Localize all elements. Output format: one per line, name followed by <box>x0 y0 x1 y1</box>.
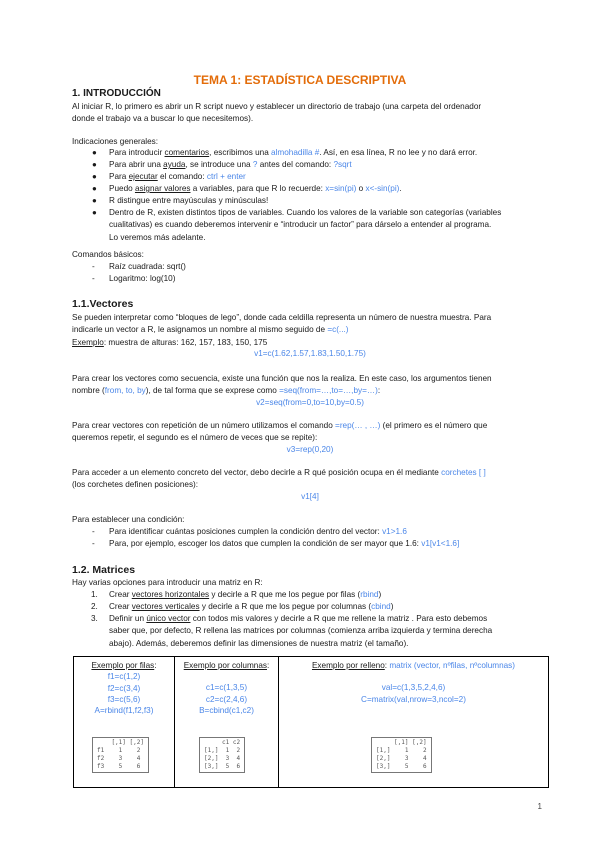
bullet-asignar: Puedo asignar valores a variables, para que R lo recuerde: x=sin(pi) o x<-sin(pi). <box>109 184 402 193</box>
code-v1-index: v1[4] <box>301 492 319 501</box>
example-rbind-cell: Exemplo por filas: f1=c(1,2) f2=c(3,4) f3=c(5,6) A=rbind(f1,f2,f3) [,1] [,2] f1 1 2 f2 3 4 f3 5 6 <box>74 657 175 788</box>
example-matrix-cell: Exemplo por relleno: matrix (vector, nºfilas, nºcolumnas) val=c(1,3,5,2,4,6) C=matrix(val,nrow=3,ncol=2) [,1] [,2] [1,] 1 2 [2,] 3 4 [3,] 5 6 <box>279 657 549 788</box>
vectores-paragraph-4: Para acceder a un elemento concreto del vector, debo decirle a R qué posición ocupa en él mediante corchetes [ ] (los corchetes definen posiciones): <box>72 468 486 490</box>
bullet-icon: ● <box>92 148 97 157</box>
matrix-output-a: [,1] [,2] f1 1 2 f2 3 4 f3 5 6 <box>92 737 149 773</box>
document-title: TEMA 1: ESTADÍSTICA DESCRIPTIVA <box>193 73 407 87</box>
bullet-icon: ● <box>92 184 97 193</box>
bullet-icon: ● <box>92 172 97 181</box>
condition-item-1: Para identificar cuántas posiciones cumplen la condición dentro del vector: v1>1.6 <box>109 527 407 536</box>
section-heading-vectores: 1.1.Vectores <box>72 298 134 310</box>
list-number: 1. <box>91 590 98 599</box>
bullet-icon: ● <box>92 208 97 217</box>
vectores-paragraph-2: Para crear los vectores como secuencia, existe una función que nos la realiza. En este caso, los argumentos tienen nombre (from, to, by), de tal forma que se exprese como =seq(from=…,to=…,by=…): <box>72 374 492 396</box>
basic-log: Logaritmo: log(10) <box>109 274 176 283</box>
basic-commands-heading: Comandos básicos: <box>72 250 144 259</box>
vectores-paragraph-1: Se pueden interpretar como “bloques de lego”, donde cada celdilla representa un número de nuestra muestra. Para indicarle un vector a R, le asignamos un nombre al mismo seguido de =c(...) Exemplo: muestra de alturas: 162, 157, 183, 150, 175 <box>72 313 492 347</box>
matrices-item-2: Crear vectores verticales y decirle a R que me los pegue por columnas (cbind) <box>109 602 394 611</box>
matrices-intro: Hay varias opciones para introducir una matriz en R: <box>72 578 263 587</box>
dash-icon: - <box>92 262 95 271</box>
condition-heading: Para establecer una condición: <box>72 515 185 524</box>
code-v3: v3=rep(0,20) <box>286 445 334 454</box>
matrices-item-3: Definir un único vector con todos mis valores y decirle a R que me rellene la matriz . Para esto debemos saber que, por defecto, R rellena las matrices por columnas (comienza arriba izquierda y termina derecha abajo). Además, deberemos definir las dimensiones de nuestra matriz (el tamaño). <box>109 614 493 648</box>
vectores-paragraph-3: Para crear vectores con repetición de un número utilizamos el comando =rep(… , …) (el primero es el número que queremos repetir, el segundo es el número de veces que se repite): <box>72 421 488 443</box>
bullet-icon: ● <box>92 160 97 169</box>
section-heading-introduccion: 1. INTRODUCCIÓN <box>72 88 161 99</box>
dash-icon: - <box>92 274 95 283</box>
matrices-item-1: Crear vectores horizontales y decirle a R que me los pegue por filas (rbind) <box>109 590 382 599</box>
example-cbind-cell: Exemplo por columnas: c1=c(1,3,5) c2=c(2,4,6) B=cbind(c1,c2) c1 c2 [1,] 1 2 [2,] 3 4 [3,] 5 6 <box>175 657 279 788</box>
section-heading-matrices: 1.2. Matrices <box>72 564 136 576</box>
bullet-ejecutar: Para ejecutar el comando: ctrl + enter <box>109 172 246 181</box>
bullet-comentarios: Para introducir comentarios, escribimos una almohadilla #. Así, en esa línea, R no lee y no dará error. <box>109 148 478 157</box>
dash-icon: - <box>92 539 95 548</box>
matrix-output-b: c1 c2 [1,] 1 2 [2,] 3 4 [3,] 5 6 <box>199 737 245 773</box>
basic-sqrt: Raíz cuadrada: sqrt() <box>109 262 186 271</box>
condition-item-2: Para, por ejemplo, escoger los datos que cumplen la condición de ser mayor que 1.6: v1[v1<1.6] <box>109 539 460 548</box>
page-number: 1 <box>537 802 542 811</box>
list-number: 3. <box>91 614 98 623</box>
dash-icon: - <box>92 527 95 536</box>
bullet-variables: Dentro de R, existen distintos tipos de variables. Cuando los valores de la variable son categorías (variables cualitativas) es cuando deberemos intervenir e “introducir un factor” para dárselo a entender al programa. Lo veremos más adelante. <box>109 208 502 242</box>
code-v1: v1=c(1.62,1.57,1.83,1.50,1.75) <box>254 349 366 358</box>
general-indications-heading: Indicaciones generales: <box>72 137 159 146</box>
code-v2: v2=seq(from=0,to=10,by=0.5) <box>256 398 364 407</box>
matrix-output-c: [,1] [,2] [1,] 1 2 [2,] 3 4 [3,] 5 6 <box>371 737 432 773</box>
bullet-mayusculas: R distingue entre mayúsculas y minúsculas! <box>109 196 269 205</box>
bullet-ayuda: Para abrir una ayuda, se introduce una ? antes del comando: ?sqrt <box>109 160 352 169</box>
list-number: 2. <box>91 602 98 611</box>
bullet-icon: ● <box>92 196 97 205</box>
matrix-examples-table <box>73 656 549 788</box>
intro-paragraph: Al iniciar R, lo primero es abrir un R script nuevo y establecer un directorio de trabajo (una carpeta del ordenador donde el trabajo va a buscar lo que necesitemos). <box>72 102 482 124</box>
